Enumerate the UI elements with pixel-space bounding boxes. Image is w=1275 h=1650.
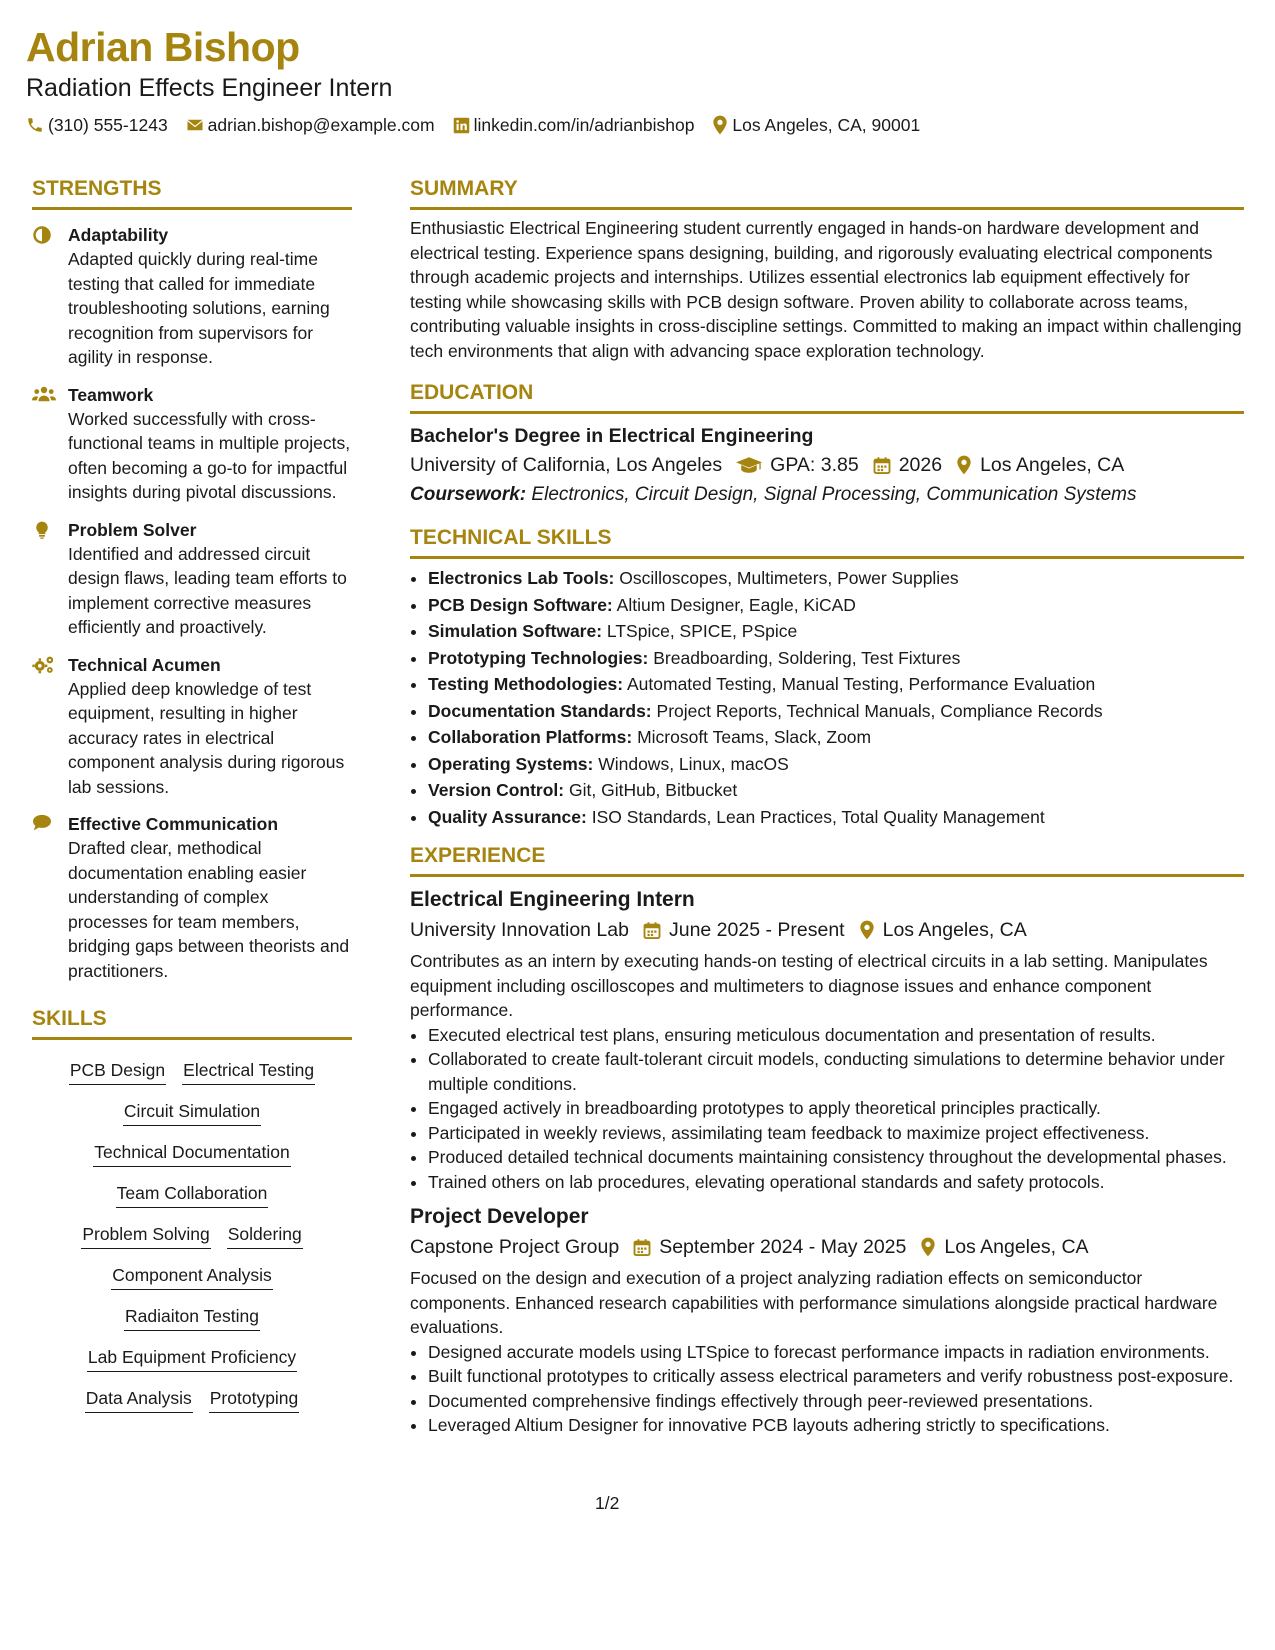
list-item: • Operating Systems: Windows, Linux, macOS <box>428 751 1244 778</box>
phone-text: (310) 555-1243 <box>48 115 168 135</box>
summary-heading: SUMMARY <box>410 173 1244 210</box>
technical-skills-list <box>410 565 1244 830</box>
graduation-year: 2026 <box>898 454 943 476</box>
job-location: Los Angeles, CA <box>944 1236 1089 1258</box>
lightbulb-icon <box>32 520 52 540</box>
strength-title: Adaptability <box>68 225 169 245</box>
list-item: • Leveraged Altium Designer for innovative PCB layouts adhering strictly to specifications. <box>428 1413 1244 1438</box>
list-item: • Testing Methodologies: Automated Testing, Manual Testing, Performance Evaluation <box>428 671 1244 698</box>
list-item: • Version Control: Git, GitHub, Bitbucket <box>428 777 1244 804</box>
strength-item <box>32 654 352 800</box>
list-item: • Trained others on lab procedures, elevating operational standards and safety protocols. <box>428 1170 1244 1195</box>
strength-title: Problem Solver <box>68 519 197 540</box>
job-org: University Innovation Lab <box>410 919 629 941</box>
speech-bubble-icon <box>32 814 52 832</box>
contact-phone <box>26 114 168 136</box>
education-location: Los Angeles, CA <box>980 454 1125 476</box>
job-title: Electrical Engineering Intern <box>410 888 695 911</box>
degree-title: Bachelor's Degree in Electrical Engineering <box>410 425 814 447</box>
contact-email[interactable] <box>186 114 435 136</box>
strength-desc: Identified and addressed circuit design flaws, leading team efforts to implement corrective measures efficiently and proactively. <box>68 543 347 637</box>
skills-tag-list <box>32 1052 352 1421</box>
contact-bar <box>26 114 1246 136</box>
job-description: Contributes as an intern by executing hands-on testing of electrical circuits in a lab setting. Manipulates equipment including oscilloscopes and multimeters to diagnose issues and enhance component performance. <box>410 951 1208 1020</box>
skill-tag: Circuit Simulation <box>123 1099 261 1126</box>
skill-tag: Soldering <box>227 1222 303 1249</box>
list-item: • Prototyping Technologies: Breadboarding, Soldering, Test Fixtures <box>428 645 1244 672</box>
summary-text: Enthusiastic Electrical Engineering student currently engaged in hands-on hardware development and electrical testing. Experience spans designing, building, and rigorously evaluating electrical components through academic projects and internships. Utilizes essential electronics lab equipment effectively for testing while showcasing skills with PCB design software. Proven ability to collaborate across teams, contributing valuable insights in cross-discipline settings. Committed to making an impact within challenging tech environments that align with advancing space exploration technology. <box>410 218 1242 361</box>
skill-tag: Electrical Testing <box>182 1058 315 1085</box>
job-entry <box>410 1202 1244 1438</box>
contact-location <box>712 114 920 136</box>
calendar-icon <box>633 1238 651 1257</box>
skill-tag: Data Analysis <box>85 1386 193 1413</box>
strength-title: Effective Communication <box>68 814 279 834</box>
left-column <box>32 173 352 1421</box>
linkedin-icon <box>453 117 470 134</box>
job-meta <box>410 1232 1244 1262</box>
page-number: 1/2 <box>595 1493 620 1513</box>
list-item: • Engaged actively in breadboarding prototypes to apply theoretical principles practically. <box>428 1096 1244 1121</box>
candidate-name: Adrian Bishop <box>26 24 300 70</box>
skill-tag: Radiaiton Testing <box>124 1304 260 1331</box>
strength-desc: Drafted clear, methodical documentation enabling easier understanding of complex processes for team members, bridging gaps between theorists and practitioners. <box>68 838 350 981</box>
job-dates: September 2024 - May 2025 <box>659 1236 907 1258</box>
gears-icon <box>32 655 56 675</box>
school-name: University of California, Los Angeles <box>410 454 723 476</box>
education-meta <box>410 450 1244 480</box>
strength-item <box>32 813 352 983</box>
list-item: • Collaboration Platforms: Microsoft Teams, Slack, Zoom <box>428 724 1244 751</box>
map-pin-icon <box>920 1237 936 1257</box>
job-entry <box>410 885 1244 1194</box>
job-description: Focused on the design and execution of a project analyzing radiation effects on semiconductor components. Enhanced research capabilities with performance simulations alongside practical hardware evaluations. <box>410 1268 1218 1337</box>
strength-desc: Adapted quickly during real-time testing that called for immediate troubleshooting solutions, earning recognition from supervisors for agility in response. <box>68 249 330 367</box>
right-column <box>410 173 1244 1438</box>
list-item: • Built functional prototypes to critically assess electrical parameters and verify robustness post-exposure. <box>428 1364 1244 1389</box>
job-title: Project Developer <box>410 1205 589 1228</box>
list-item: • PCB Design Software: Altium Designer, Eagle, KiCAD <box>428 592 1244 619</box>
email-text[interactable]: adrian.bishop@example.com <box>207 115 435 135</box>
skill-tag: Prototyping <box>209 1386 300 1413</box>
strength-title: Technical Acumen <box>68 654 221 675</box>
gpa-text: GPA: 3.85 <box>770 454 859 476</box>
job-bullets <box>410 1340 1244 1438</box>
coursework-text: Electronics, Circuit Design, Signal Processing, Communication Systems <box>531 484 1137 505</box>
technical-skills-heading: TECHNICAL SKILLS <box>410 522 1244 559</box>
half-circle-icon <box>32 225 52 245</box>
education-heading: EDUCATION <box>410 377 1244 414</box>
location-text: Los Angeles, CA, 90001 <box>732 115 921 135</box>
strength-item <box>32 519 352 640</box>
map-pin-icon <box>956 455 972 475</box>
envelope-icon <box>186 116 204 134</box>
list-item: • Simulation Software: LTSpice, SPICE, PSpice <box>428 618 1244 645</box>
list-item: • Electronics Lab Tools: Oscilloscopes, Multimeters, Power Supplies <box>428 565 1244 592</box>
calendar-icon <box>643 921 661 940</box>
list-item: • Produced detailed technical documents maintaining consistency throughout the developmental phases. <box>428 1145 1244 1170</box>
calendar-icon <box>873 456 891 475</box>
skill-tag: Problem Solving <box>81 1222 210 1249</box>
list-item: • Executed electrical test plans, ensuring meticulous documentation and presentation of results. <box>428 1023 1244 1048</box>
graduation-cap-icon <box>736 456 762 474</box>
phone-icon <box>26 116 44 134</box>
list-item: • Documented comprehensive findings effectively through peer-reviewed presentations. <box>428 1389 1244 1414</box>
resume-header <box>26 22 1246 136</box>
contact-linkedin[interactable] <box>453 114 695 136</box>
coursework-line <box>410 480 1244 510</box>
list-item: • Designed accurate models using LTSpice to forecast performance impacts in radiation environments. <box>428 1340 1244 1365</box>
list-item: • Quality Assurance: ISO Standards, Lean Practices, Total Quality Management <box>428 804 1244 831</box>
skills-heading: SKILLS <box>32 1003 352 1040</box>
strengths-heading: STRENGTHS <box>32 173 352 210</box>
job-bullets <box>410 1023 1244 1195</box>
coursework-label: Coursework: <box>410 484 527 505</box>
candidate-title: Radiation Effects Engineer Intern <box>26 74 393 102</box>
job-dates: June 2025 - Present <box>668 919 845 941</box>
list-item: • Participated in weekly reviews, assimilating team feedback to maximize project effectiveness. <box>428 1121 1244 1146</box>
strength-item <box>32 224 352 370</box>
strength-title: Teamwork <box>68 384 154 405</box>
map-pin-icon <box>712 115 728 135</box>
job-meta <box>410 915 1244 945</box>
skill-tag: Technical Documentation <box>93 1140 291 1167</box>
list-item: • Collaborated to create fault-tolerant circuit models, conducting simulations to determine behavior under multiple conditions. <box>428 1047 1244 1096</box>
linkedin-text[interactable]: linkedin.com/in/adrianbishop <box>473 115 695 135</box>
job-location: Los Angeles, CA <box>882 919 1027 941</box>
strength-item <box>32 384 352 505</box>
map-pin-icon <box>859 920 875 940</box>
skill-tag: Lab Equipment Proficiency <box>87 1345 297 1372</box>
strength-desc: Worked successfully with cross-functional teams in multiple projects, often becoming a go-to for impactful insights during pivotal discussions. <box>68 408 351 502</box>
list-item: • Documentation Standards: Project Reports, Technical Manuals, Compliance Records <box>428 698 1244 725</box>
job-org: Capstone Project Group <box>410 1236 620 1258</box>
experience-heading: EXPERIENCE <box>410 840 1244 877</box>
skill-tag: Component Analysis <box>111 1263 273 1290</box>
skill-tag: Team Collaboration <box>116 1181 269 1208</box>
strength-desc: Applied deep knowledge of test equipment, resulting in higher accuracy rates in electrical component analysis during rigorous lab sessions. <box>68 678 345 797</box>
skill-tag: PCB Design <box>69 1058 166 1085</box>
users-icon <box>32 385 56 403</box>
